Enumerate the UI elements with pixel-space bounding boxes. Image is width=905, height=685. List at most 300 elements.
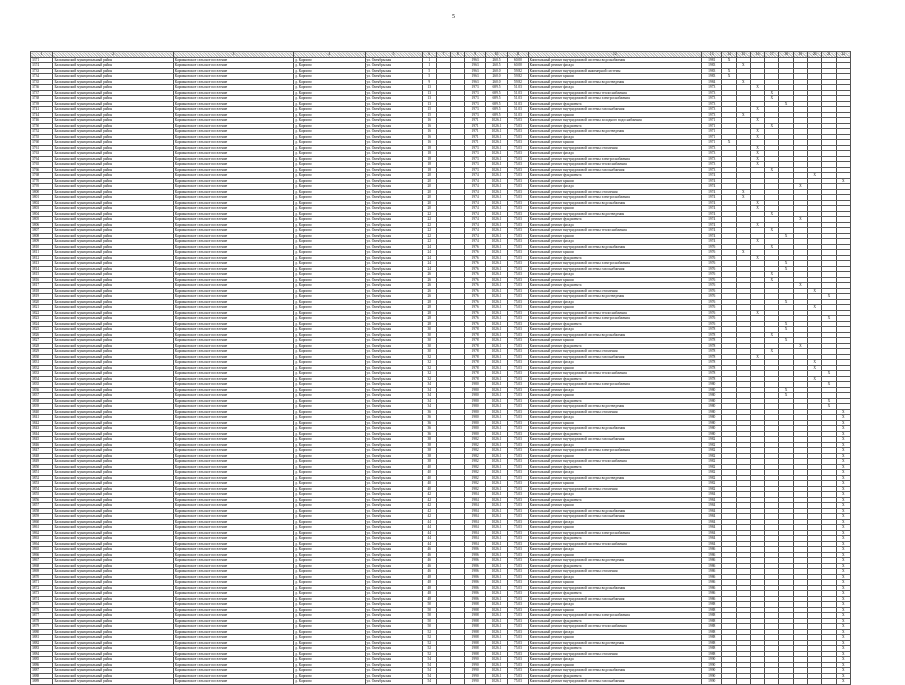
table-cell: 1984	[465, 530, 485, 536]
table-cell: X	[808, 305, 822, 311]
table-cell: 1026.1	[485, 167, 507, 173]
table-cell: Балахнинский муниципальный район	[53, 673, 173, 679]
table-cell: д. Карпово	[294, 360, 365, 366]
table-cell: ул. Октябрьская	[365, 156, 422, 162]
table-cell: ул. Октябрьская	[365, 211, 422, 217]
table-cell: ул. Октябрьская	[365, 354, 422, 360]
table-cell: ул. Октябрьская	[365, 96, 422, 102]
table-cell: 75.03	[508, 437, 528, 443]
table-cell: ул. Октябрьская	[365, 145, 422, 151]
table-cell: 75.03	[508, 321, 528, 327]
table-cell: 38	[422, 448, 436, 454]
table-cell: 51.03	[508, 112, 528, 118]
table-cell: 3858	[31, 508, 53, 514]
table-cell: 5	[422, 68, 436, 74]
table-cell: 1026.1	[485, 173, 507, 179]
table-cell: 1976	[702, 244, 722, 250]
table-cell: 75.03	[508, 651, 528, 657]
table-cell: Капитальный ремонт крыши	[528, 453, 701, 459]
table-cell: Балахнинский муниципальный район	[53, 327, 173, 333]
table-cell: д. Карпово	[294, 294, 365, 300]
table-cell: Капитальный ремонт фундамента	[528, 673, 701, 679]
table-cell: 75.03	[508, 156, 528, 162]
table-cell: 50	[422, 624, 436, 630]
table-cell: д. Карпово	[294, 640, 365, 646]
table-cell: д. Карпово	[294, 525, 365, 531]
table-cell: 13	[422, 90, 436, 96]
table-cell: 75.03	[508, 151, 528, 157]
table-cell: 1974	[702, 189, 722, 195]
table-cell: 1990	[465, 673, 485, 679]
table-cell: 32	[422, 354, 436, 360]
table-cell: 1982	[465, 481, 485, 487]
table-cell: 16	[422, 140, 436, 146]
table-cell: 1988	[465, 613, 485, 619]
table-cell: Кармановское сельское поселение	[173, 195, 293, 201]
table-cell: 24	[422, 255, 436, 261]
table-cell: 1026.1	[485, 602, 507, 608]
table-cell: Кармановское сельское поселение	[173, 426, 293, 432]
table-cell: Балахнинский муниципальный район	[53, 580, 173, 586]
table-cell: 3886	[31, 662, 53, 668]
table-cell: 3735	[31, 79, 53, 85]
table-cell: X	[836, 437, 850, 443]
table-cell: 1976	[465, 310, 485, 316]
table-cell: X	[750, 162, 764, 168]
table-cell: Балахнинский муниципальный район	[53, 360, 173, 366]
table-cell: X	[793, 217, 807, 223]
table-cell: Балахнинский муниципальный район	[53, 244, 173, 250]
table-cell: ул. Октябрьская	[365, 503, 422, 509]
table-cell: Кармановское сельское поселение	[173, 239, 293, 245]
table-cell: X	[765, 211, 779, 217]
table-cell: 3883	[31, 646, 53, 652]
table-cell: Капитальный ремонт внутридомовой системы газоснабжения	[528, 679, 701, 685]
table-cell: д. Карпово	[294, 530, 365, 536]
table-cell: Балахнинский муниципальный район	[53, 79, 173, 85]
table-cell: 1980	[702, 382, 722, 388]
table-cell: 75.03	[508, 574, 528, 580]
table-cell: 48	[422, 580, 436, 586]
table-cell: Балахнинский муниципальный район	[53, 233, 173, 239]
table-cell: ул. Октябрьская	[365, 387, 422, 393]
table-cell: 3837	[31, 393, 53, 399]
table-cell: д. Карпово	[294, 442, 365, 448]
table-cell: ул. Октябрьская	[365, 266, 422, 272]
table-cell: 1973	[465, 145, 485, 151]
table-cell: Кармановское сельское поселение	[173, 107, 293, 113]
table-cell: 1990	[465, 679, 485, 685]
table-cell: 48	[422, 596, 436, 602]
table-cell: 13	[422, 96, 436, 102]
table-cell: Капитальный ремонт внутридомовой системы водоснабжения	[528, 585, 701, 591]
table-cell: 36	[422, 426, 436, 432]
table-cell: д. Карпово	[294, 646, 365, 652]
table-cell: Кармановское сельское поселение	[173, 613, 293, 619]
table-cell: 75.03	[508, 602, 528, 608]
table-cell: 1980	[465, 431, 485, 437]
table-cell: д. Карпово	[294, 343, 365, 349]
table-cell: Капитальный ремонт крыши	[528, 112, 701, 118]
table-cell: X	[836, 596, 850, 602]
table-cell: Балахнинский муниципальный район	[53, 442, 173, 448]
table-cell: ул. Октябрьская	[365, 123, 422, 129]
table-cell: Балахнинский муниципальный район	[53, 651, 173, 657]
table-cell: X	[836, 541, 850, 547]
table-cell: Капитальный ремонт внутридомовой системы теплоснабжения	[528, 459, 701, 465]
table-cell: Капитальный ремонт фасада	[528, 519, 701, 525]
table-cell: Кармановское сельское поселение	[173, 338, 293, 344]
table-cell: 1973	[465, 162, 485, 168]
table-cell: 3816	[31, 277, 53, 283]
table-cell: д. Карпово	[294, 112, 365, 118]
table-cell: Капитальный ремонт фасада	[528, 547, 701, 553]
table-cell: 1978	[465, 327, 485, 333]
table-cell: 1026.1	[485, 349, 507, 355]
table-cell: 18	[422, 151, 436, 157]
table-cell: 28	[422, 310, 436, 316]
table-cell: 1026.1	[485, 272, 507, 278]
table-cell: 51.03	[508, 85, 528, 91]
table-cell: 3867	[31, 558, 53, 564]
table-cell: 1986	[702, 574, 722, 580]
table-cell: 1026.1	[485, 283, 507, 289]
table-cell: Капитальный ремонт крыши	[528, 662, 701, 668]
table-cell: 1982	[702, 442, 722, 448]
table-cell: 26	[422, 294, 436, 300]
table-cell: 75.03	[508, 536, 528, 542]
table-cell: 75.03	[508, 382, 528, 388]
table-cell: 75.03	[508, 211, 528, 217]
table-cell: 42	[422, 492, 436, 498]
table-cell: Кармановское сельское поселение	[173, 371, 293, 377]
table-cell: д. Карпово	[294, 382, 365, 388]
table-cell: 1974	[702, 233, 722, 239]
table-cell: д. Карпово	[294, 569, 365, 575]
table-cell: 18	[422, 145, 436, 151]
table-cell: 46	[422, 569, 436, 575]
table-cell: Кармановское сельское поселение	[173, 74, 293, 80]
table-cell: 34	[422, 398, 436, 404]
table-cell: 75.03	[508, 497, 528, 503]
table-cell: 30	[422, 343, 436, 349]
table-cell: Балахнинский муниципальный район	[53, 563, 173, 569]
table-cell: д. Карпово	[294, 101, 365, 107]
table-cell: 1974	[702, 195, 722, 201]
table-cell: 26	[422, 277, 436, 283]
table-cell: 3821	[31, 305, 53, 311]
table-cell: 44	[422, 530, 436, 536]
table-cell: д. Карпово	[294, 519, 365, 525]
table-cell: Кармановское сельское поселение	[173, 332, 293, 338]
table-cell: д. Карпово	[294, 178, 365, 184]
table-cell: 3760	[31, 140, 53, 146]
table-cell: 1980	[465, 382, 485, 388]
table-cell: X	[750, 118, 764, 124]
table-cell: д. Карпово	[294, 448, 365, 454]
table-cell: ул. Октябрьская	[365, 79, 422, 85]
table-cell: д. Карпово	[294, 74, 365, 80]
table-cell: д. Карпово	[294, 85, 365, 91]
table-cell: 75.03	[508, 569, 528, 575]
table-cell: ул. Октябрьская	[365, 233, 422, 239]
table-cell: 1974	[702, 178, 722, 184]
table-cell: Капитальный ремонт внутридомовой системы газоснабжения	[528, 354, 701, 360]
table-cell: Кармановское сельское поселение	[173, 283, 293, 289]
table-cell: 1026.1	[485, 497, 507, 503]
table-cell: X	[836, 624, 850, 630]
table-cell: Балахнинский муниципальный район	[53, 415, 173, 421]
table-cell: д. Карпово	[294, 387, 365, 393]
table-cell: 1984	[702, 508, 722, 514]
table-cell: ул. Октябрьская	[365, 68, 422, 74]
table-cell: ул. Октябрьская	[365, 613, 422, 619]
table-cell: 1978	[702, 354, 722, 360]
table-cell: 1026.1	[485, 222, 507, 228]
table-cell: 51.03	[508, 101, 528, 107]
table-cell: 1026.1	[485, 492, 507, 498]
table-cell: Капитальный ремонт внутридомовой системы водоотведения	[528, 211, 701, 217]
table-cell: Кармановское сельское поселение	[173, 200, 293, 206]
table-cell: Кармановское сельское поселение	[173, 244, 293, 250]
table-cell: 54	[422, 662, 436, 668]
table-cell: ул. Октябрьская	[365, 195, 422, 201]
table-cell: Капитальный ремонт фундамента	[528, 376, 701, 382]
table-cell: 30	[422, 349, 436, 355]
table-cell: 1974	[702, 222, 722, 228]
table-cell: 1978	[465, 343, 485, 349]
table-cell: Кармановское сельское поселение	[173, 420, 293, 426]
table-cell: Балахнинский муниципальный район	[53, 404, 173, 410]
table-cell: 36	[422, 420, 436, 426]
table-cell: 75.03	[508, 668, 528, 674]
table-cell: д. Карпово	[294, 393, 365, 399]
table-cell: 3877	[31, 613, 53, 619]
table-cell: 1976	[465, 305, 485, 311]
table-cell: д. Карпово	[294, 277, 365, 283]
table-cell: 16	[422, 129, 436, 135]
table-cell: 75.03	[508, 376, 528, 382]
table-cell: 1026.1	[485, 580, 507, 586]
table-cell: X	[808, 360, 822, 366]
table-cell: 1976	[465, 261, 485, 267]
table-cell: 32	[422, 360, 436, 366]
table-cell: 3761	[31, 145, 53, 151]
table-cell: 40	[422, 481, 436, 487]
table-cell: 1974	[465, 233, 485, 239]
table-cell: Кармановское сельское поселение	[173, 134, 293, 140]
table-cell	[779, 679, 793, 685]
table-cell: 1971	[702, 134, 722, 140]
table-cell: Кармановское сельское поселение	[173, 90, 293, 96]
table-cell: 1984	[702, 514, 722, 520]
table-cell: Кармановское сельское поселение	[173, 393, 293, 399]
table-cell: X	[822, 398, 836, 404]
table-cell: д. Карпово	[294, 371, 365, 377]
table-cell: 75.03	[508, 409, 528, 415]
table-cell: X	[750, 151, 764, 157]
table-cell: д. Карпово	[294, 349, 365, 355]
column-header: 5	[365, 52, 422, 58]
table-cell: 1026.1	[485, 332, 507, 338]
table-cell: 1986	[465, 596, 485, 602]
table-cell: ул. Октябрьская	[365, 134, 422, 140]
table-cell: д. Карпово	[294, 134, 365, 140]
table-cell: Балахнинский муниципальный район	[53, 662, 173, 668]
table-cell: 1971	[465, 123, 485, 129]
table-cell: ул. Октябрьская	[365, 321, 422, 327]
table-cell: Балахнинский муниципальный район	[53, 107, 173, 113]
table-cell: 75.03	[508, 206, 528, 212]
table-cell: 3736	[31, 85, 53, 91]
table-cell: д. Карпово	[294, 607, 365, 613]
table-cell: 1984	[702, 79, 722, 85]
table-cell: 1974	[702, 200, 722, 206]
table-cell: Кармановское сельское поселение	[173, 640, 293, 646]
table-cell: 1984	[465, 525, 485, 531]
table-cell: 1980	[702, 398, 722, 404]
table-cell: 1973	[702, 85, 722, 91]
table-cell: 60.00	[508, 63, 528, 69]
table-cell: Кармановское сельское поселение	[173, 206, 293, 212]
table-cell: X	[750, 310, 764, 316]
table-cell: 44	[422, 541, 436, 547]
table-cell: 75.03	[508, 178, 528, 184]
table-cell: 1026.1	[485, 591, 507, 597]
table-cell: Балахнинский муниципальный район	[53, 470, 173, 476]
table-cell: 1982	[465, 453, 485, 459]
table-cell: Кармановское сельское поселение	[173, 189, 293, 195]
table-cell: Капитальный ремонт фундамента	[528, 343, 701, 349]
table-cell: X	[779, 233, 793, 239]
table-cell: Балахнинский муниципальный район	[53, 332, 173, 338]
table-cell: X	[836, 470, 850, 476]
table-cell: Балахнинский муниципальный район	[53, 585, 173, 591]
table-cell: Капитальный ремонт крыши	[528, 233, 701, 239]
table-cell: 3865	[31, 547, 53, 553]
table-cell: 1982	[702, 475, 722, 481]
table-cell: Кармановское сельское поселение	[173, 525, 293, 531]
table-cell: Кармановское сельское поселение	[173, 63, 293, 69]
table-cell: Кармановское сельское поселение	[173, 530, 293, 536]
table-cell: X	[836, 442, 850, 448]
table-cell: 24	[422, 244, 436, 250]
table-cell: Кармановское сельское поселение	[173, 607, 293, 613]
table-cell: ул. Октябрьская	[365, 365, 422, 371]
table-cell: 1978	[702, 365, 722, 371]
table-cell: 1980	[702, 393, 722, 399]
table-cell: Кармановское сельское поселение	[173, 354, 293, 360]
table-cell: X	[836, 679, 850, 685]
table-cell: ул. Октябрьская	[365, 536, 422, 542]
table-cell: 1988	[702, 651, 722, 657]
table-cell: Капитальный ремонт фасада	[528, 415, 701, 421]
table-cell: 1026.1	[485, 420, 507, 426]
table-cell: Кармановское сельское поселение	[173, 591, 293, 597]
table-cell: Кармановское сельское поселение	[173, 431, 293, 437]
table-cell: 52	[422, 640, 436, 646]
table-cell: Капитальный ремонт внутридомовой системы отопления	[528, 189, 701, 195]
table-cell: 1026.1	[485, 558, 507, 564]
table-cell: 51.03	[508, 96, 528, 102]
table-cell: 3889	[31, 679, 53, 685]
table-cell: ул. Октябрьская	[365, 607, 422, 613]
table-cell: 1978	[702, 371, 722, 377]
table-cell: X	[750, 134, 764, 140]
column-header: 14	[722, 52, 736, 58]
table-cell: 1984	[465, 514, 485, 520]
table-cell: ул. Октябрьская	[365, 558, 422, 564]
table-cell: X	[779, 327, 793, 333]
table-cell: 75.03	[508, 640, 528, 646]
table-cell: 3810	[31, 244, 53, 250]
table-cell: 3863	[31, 536, 53, 542]
column-header: 19	[793, 52, 807, 58]
table-cell: X	[836, 503, 850, 509]
table-cell: Балахнинский муниципальный район	[53, 299, 173, 305]
table-cell: ул. Октябрьская	[365, 118, 422, 124]
table-cell: Капитальный ремонт фундамента	[528, 646, 701, 652]
table-cell: Кармановское сельское поселение	[173, 635, 293, 641]
table-cell: 3872	[31, 585, 53, 591]
table-cell: ул. Октябрьская	[365, 371, 422, 377]
table-cell: ул. Октябрьская	[365, 162, 422, 168]
table-cell: д. Карпово	[294, 470, 365, 476]
table-cell: 1976	[465, 255, 485, 261]
table-cell: д. Карпово	[294, 415, 365, 421]
table-cell: 1982	[465, 470, 485, 476]
table-cell: 75.03	[508, 580, 528, 586]
table-cell: X	[808, 173, 822, 179]
table-cell: 1026.1	[485, 118, 507, 124]
table-cell: Кармановское сельское поселение	[173, 453, 293, 459]
table-cell: д. Карпово	[294, 492, 365, 498]
table-cell: 1973	[465, 101, 485, 107]
table-cell: Капитальный ремонт крыши	[528, 481, 701, 487]
table-cell: Кармановское сельское поселение	[173, 288, 293, 294]
table-cell: 1026.1	[485, 211, 507, 217]
table-cell: 1976	[702, 250, 722, 256]
table-cell: Капитальный ремонт крыши	[528, 277, 701, 283]
table-cell: 1984	[702, 503, 722, 509]
table-cell: Балахнинский муниципальный район	[53, 629, 173, 635]
table-cell: 75.03	[508, 365, 528, 371]
table-cell: Балахнинский муниципальный район	[53, 668, 173, 674]
table-cell: Кармановское сельское поселение	[173, 140, 293, 146]
table-cell: 3805	[31, 217, 53, 223]
table-cell: 40	[422, 470, 436, 476]
table-cell: 1982	[702, 448, 722, 454]
table-cell: Кармановское сельское поселение	[173, 101, 293, 107]
table-cell: 1026.1	[485, 640, 507, 646]
table-cell: Балахнинский муниципальный район	[53, 624, 173, 630]
table-cell: Балахнинский муниципальный район	[53, 596, 173, 602]
table-cell: ул. Октябрьская	[365, 360, 422, 366]
table-cell: ул. Октябрьская	[365, 547, 422, 553]
table-cell: д. Карпово	[294, 129, 365, 135]
table-cell: 3844	[31, 431, 53, 437]
table-cell: Капитальный ремонт внутридомовой системы отопления	[528, 569, 701, 575]
table-cell: Кармановское сельское поселение	[173, 310, 293, 316]
table-cell: 1	[422, 63, 436, 69]
table-cell: Кармановское сельское поселение	[173, 68, 293, 74]
table-cell: X	[836, 558, 850, 564]
table-cell: Капитальный ремонт фундамента	[528, 431, 701, 437]
table-cell: 54	[422, 668, 436, 674]
table-cell: 75.03	[508, 200, 528, 206]
table-cell: 1026.1	[485, 552, 507, 558]
table-cell: ул. Октябрьская	[365, 640, 422, 646]
